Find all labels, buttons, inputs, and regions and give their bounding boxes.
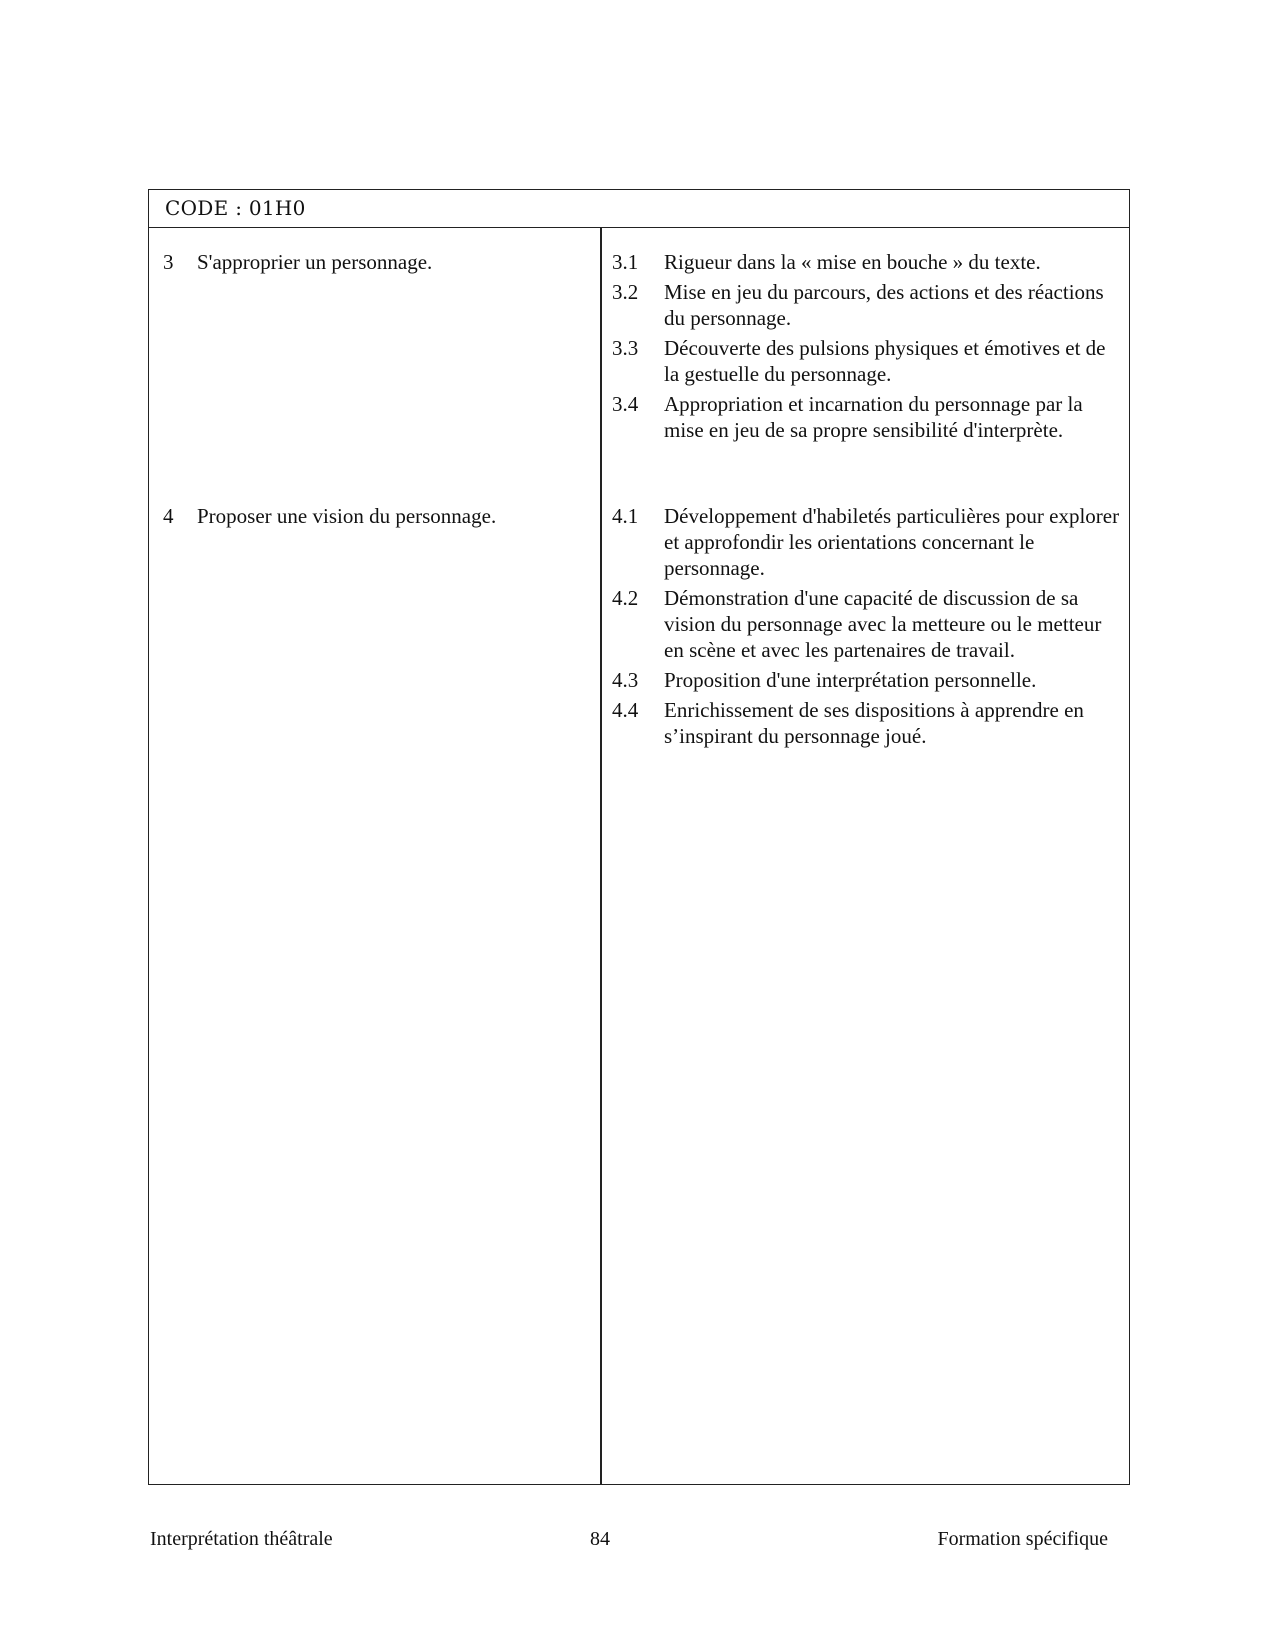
column-divider: [600, 227, 602, 1484]
competency-title: Proposer une vision du personnage.: [197, 504, 497, 528]
criterion-text: Proposition d'une interprétation personnelle.: [664, 668, 1037, 692]
footer-section-name: Formation spécifique: [937, 1528, 1108, 1550]
competency-title: S'approprier un personnage.: [197, 250, 433, 274]
criterion-number: 4.4: [612, 698, 639, 722]
criterion-text: Mise en jeu du parcours, des actions et des réactions du personnage.: [664, 280, 1104, 330]
competency-4: [163, 503, 496, 529]
criterion-text: Développement d'habiletés particulières pour explorer et approfondir les orientations concernant le personnage.: [664, 504, 1120, 580]
course-code: CODE : 01H0: [149, 190, 1129, 228]
criterion-item: [612, 667, 1124, 693]
criterion-number: 4.3: [612, 668, 639, 692]
criterion-item: [612, 279, 1124, 331]
criterion-text: Appropriation et incarnation du personnage par la mise en jeu de sa propre sensibilité d'interprète.: [664, 392, 1083, 442]
footer-program-name: Interprétation théâtrale: [150, 1528, 333, 1550]
competency-number: 3: [163, 250, 174, 274]
criterion-number: 4.1: [612, 504, 639, 528]
criterion-text: Rigueur dans la « mise en bouche » du texte.: [664, 250, 1041, 274]
criterion-item: [612, 697, 1124, 749]
competency-3: [163, 249, 432, 275]
criterion-text: Découverte des pulsions physiques et émotives et de la gestuelle du personnage.: [664, 336, 1106, 386]
criterion-item: [612, 335, 1124, 387]
page-number: 84: [590, 1528, 610, 1550]
criterion-number: 3.3: [612, 336, 639, 360]
criterion-item: [612, 503, 1124, 581]
criterion-text: Enrichissement de ses dispositions à apprendre en s’inspirant du personnage joué.: [664, 698, 1084, 748]
competency-number: 4: [163, 504, 174, 528]
criterion-number: 3.4: [612, 392, 639, 416]
criterion-number: 3.2: [612, 280, 639, 304]
competency-table: [148, 189, 1130, 1485]
criterion-item: [612, 391, 1124, 443]
criteria-list-4: [612, 503, 1124, 753]
criterion-number: 4.2: [612, 586, 639, 610]
criterion-item: [612, 249, 1124, 275]
criteria-list-3: [612, 249, 1124, 447]
criterion-text: Démonstration d'une capacité de discussion de sa vision du personnage avec la metteure ou le metteur en scène et avec les partenaires de travail.: [664, 586, 1102, 662]
criterion-item: [612, 585, 1124, 663]
criterion-number: 3.1: [612, 250, 639, 274]
